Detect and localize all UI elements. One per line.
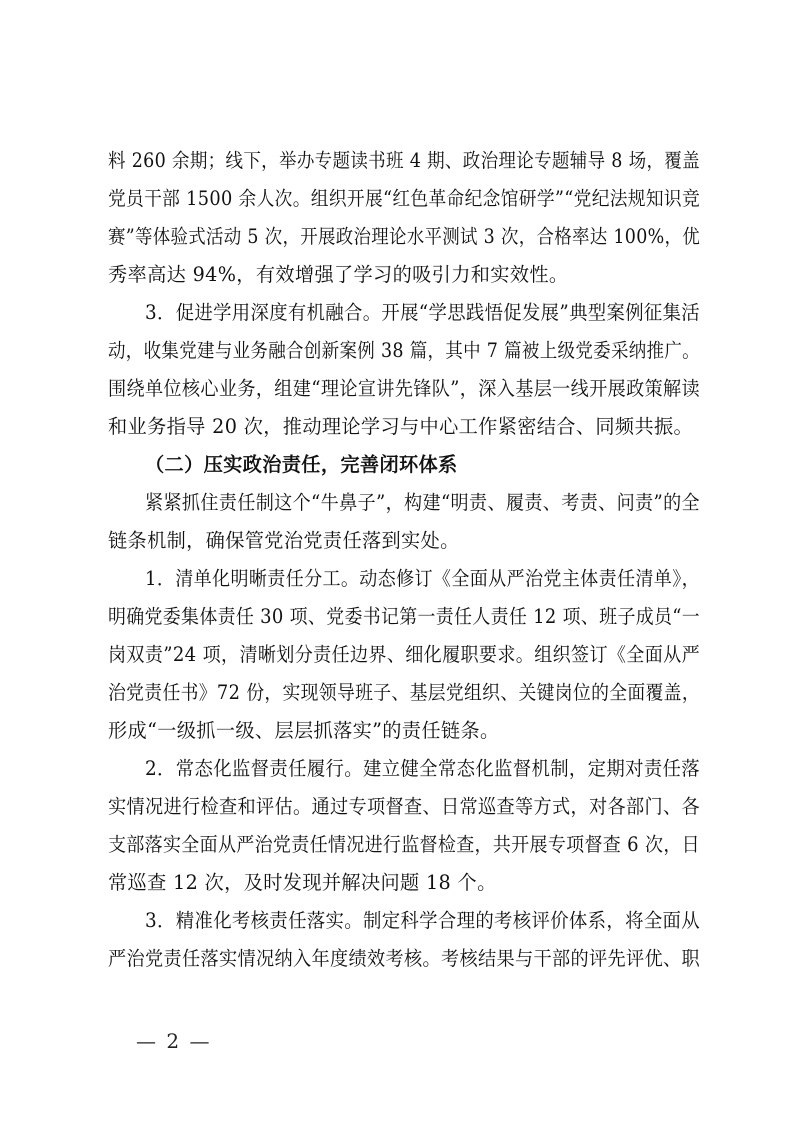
text-line: 形成“一级抓一级、层层抓落实”的责任链条。 [108, 719, 500, 742]
page-number: — 2 — [136, 1029, 212, 1053]
text-line: 和业务指导 20 次，推动理论学习与中心工作紧密结合、同频共振。 [108, 415, 694, 438]
text-line: 严治党责任落实情况纳入年度绩效考核。考核结果与干部的评先评优、职 [108, 947, 701, 970]
text-line: 党员干部 1500 余人次。组织开展“红色革命纪念馆研学”“党纪法规知识竞 [108, 187, 701, 210]
paragraph-start: 1．清单化明晰责任分工。动态修订《全面从严治党主体责任清单》， [145, 567, 700, 590]
paragraph-start: 2．常态化监督责任履行。建立健全常态化监督机制，定期对责任落 [145, 757, 701, 780]
text-line: 实情况进行检查和评估。通过专项督查、日常巡查等方式，对各部门、各 [108, 795, 701, 818]
text-line: 料 260 余期；线下，举办专题读书班 4 期、政治理论专题辅导 8 场，覆盖 [108, 149, 700, 172]
text-line: 秀率高达 94%，有效增强了学习的吸引力和实效性。 [108, 263, 569, 286]
text-line: 明确党委集体责任 30 项、党委书记第一责任人责任 12 项、班子成员“一 [108, 605, 701, 628]
section-heading: （二）压实政治责任，完善闭环体系 [145, 453, 458, 476]
text-line: 治党责任书》72 份，实现领导班子、基层党组织、关键岗位的全面覆盖， [108, 681, 700, 704]
text-line: 支部落实全面从严治党责任情况进行监督检查，共开展专项督查 6 次，日 [108, 833, 700, 856]
text-line: 动，收集党建与业务融合创新案例 38 篇，其中 7 篇被上级党委采纳推广。 [108, 339, 700, 362]
text-line: 常巡查 12 次，及时发现并解决问题 18 个。 [108, 871, 497, 894]
text-line: 围绕单位核心业务，组建“理论宣讲先锋队”，深入基层一线开展政策解读 [108, 377, 700, 400]
paragraph-start: 紧紧抓住责任制这个“牛鼻子”，构建“明责、履责、考责、问责”的全 [145, 491, 701, 514]
text-line: 赛”等体验式活动 5 次，开展政治理论水平测试 3 次，合格率达 100%，优 [108, 225, 701, 248]
text-line: 链条机制，确保管党治党责任落到实处。 [108, 529, 460, 552]
paragraph-start: 3．促进学用深度有机融合。开展“学思践悟促发展”典型案例征集活 [145, 301, 701, 324]
text-line: 岗双责”24 项，清晰划分责任边界、细化履职要求。组织签订《全面从严 [108, 643, 701, 666]
paragraph-start: 3．精准化考核责任落实。制定科学合理的考核评价体系，将全面从 [145, 909, 701, 932]
